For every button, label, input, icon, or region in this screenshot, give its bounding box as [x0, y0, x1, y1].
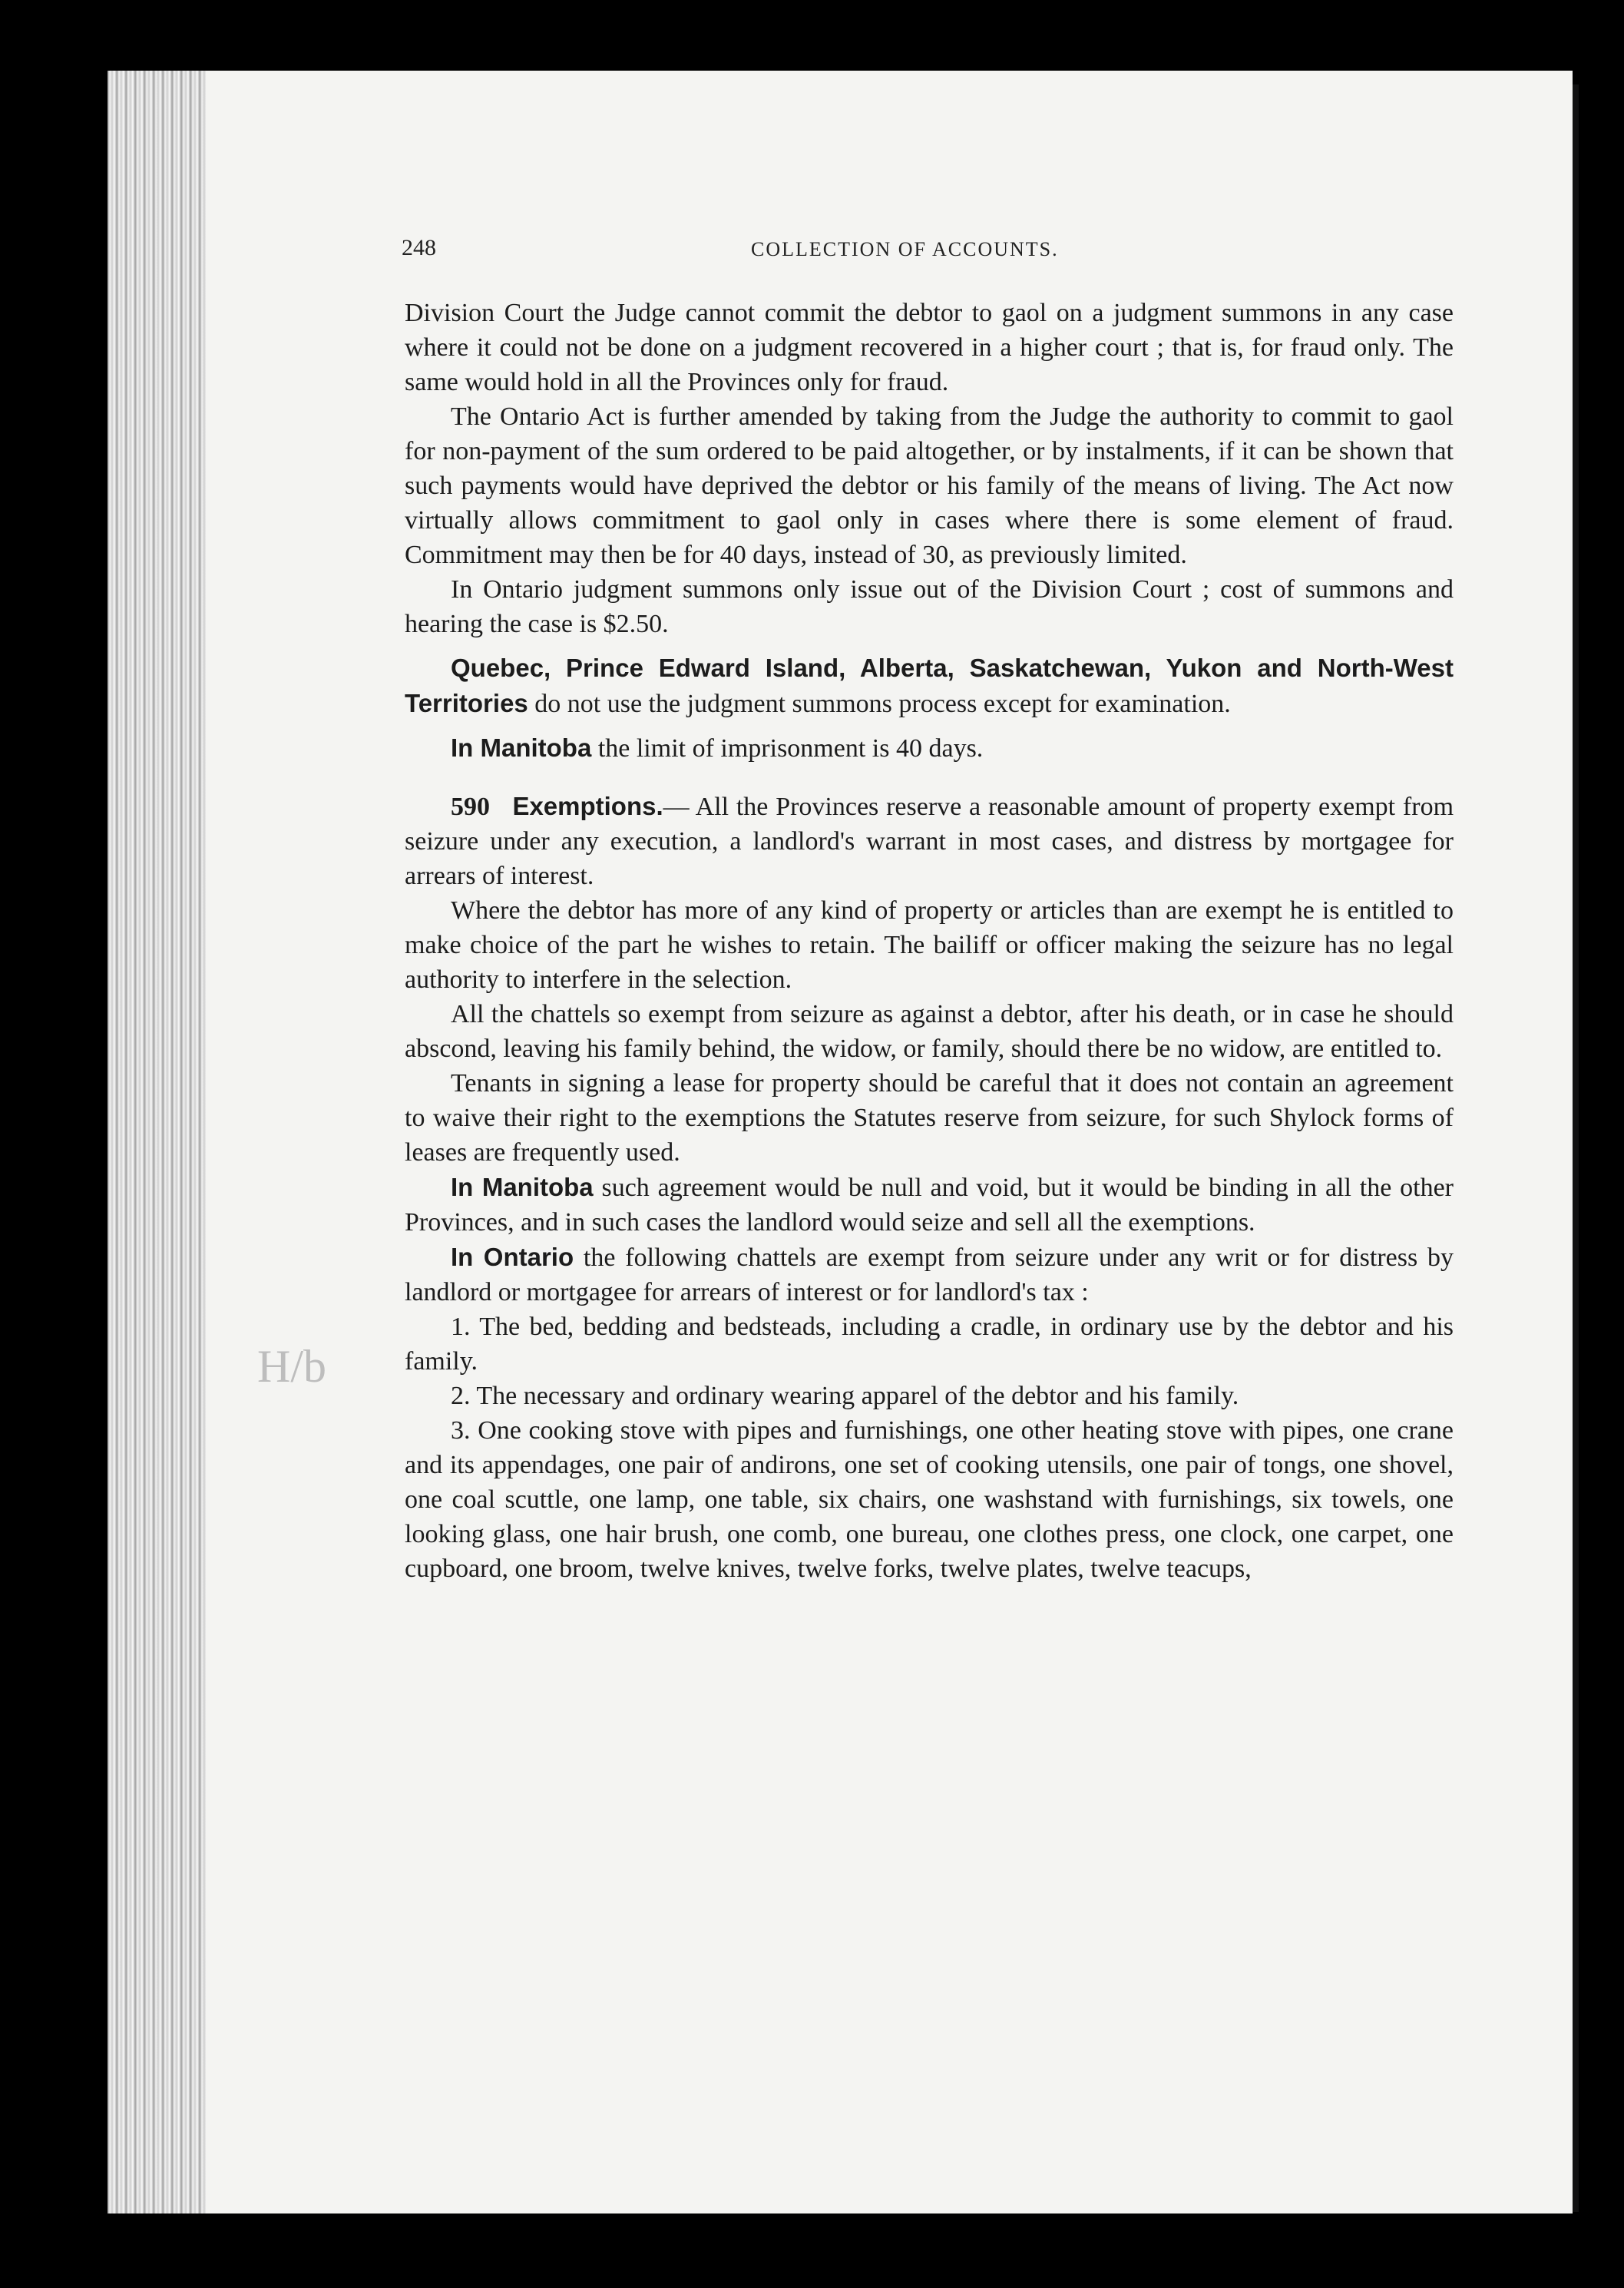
province-heading: In Manitoba: [451, 733, 592, 762]
paragraph: Where the debtor has more of any kind of property or articles than are exempt he is entitled to make choice of the part he wishes to retain. The bailiff or officer making the seizure has no legal authority to interfere in the selection.: [405, 896, 1454, 994]
section-heading: Exemptions.: [512, 792, 663, 820]
section-number: 590: [451, 793, 490, 821]
page-number: 248: [402, 235, 436, 260]
province-heading: Quebec, Prince Edward Island, Alberta, Saskatchewan, Yukon and North-West Territories: [405, 654, 1454, 717]
body-text: [405, 296, 1454, 1586]
margin-handwritten-note: H/b: [257, 1341, 326, 1392]
page-edge: [107, 71, 206, 2213]
paragraph-text: such agreement would be null and void, but it would be binding in all the other Provinces, and in such cases the landlord would seize and sell all the exemptions.: [405, 1174, 1454, 1237]
paragraph-text: the limit of imprisonment is 40 days.: [591, 734, 984, 763]
province-heading: In Manitoba: [451, 1173, 594, 1201]
paragraph: The Ontario Act is further amended by taking from the Judge the authority to commit to gaol for non-payment of the sum ordered to be paid altogether, or by instalments, if it can be shown that such payments would have deprived the debtor or his family of the means of living. The Act now virtually allows commitment to gaol only in cases where there is some element of fraud. Commitment may then be for 40 days, instead of 30, as previously limited.: [405, 402, 1454, 569]
paragraph-text: the following chattels are exempt from seizure under any writ or for distress by landlord or mortgagee for arrears of interest or for landlord's tax :: [405, 1243, 1454, 1306]
paragraph: [405, 1170, 1454, 1240]
province-heading: In Ontario: [451, 1243, 574, 1271]
list-item: 3. One cooking stove with pipes and furnishings, one other heating stove with pipes, one crane and its appendages, one pair of andirons, one set of cooking utensils, one pair of tongs, one shovel, one coal scuttle, one lamp, one table, six chairs, one washstand with furnishings, six towels, one looking glass, one hair brush, one comb, one bureau, one clothes press, one clock, one carpet, one cupboard, one broom, twelve knives, twelve forks, twelve plates, twelve teacups,: [405, 1416, 1454, 1583]
scan-border: [1573, 84, 1579, 2212]
paragraph: [405, 730, 1454, 766]
list-item: 1. The bed, bedding and bedsteads, including a cradle, in ordinary use by the debtor and his family.: [405, 1313, 1454, 1376]
paragraph-text: do not use the judgment summons process except for examination.: [528, 690, 1231, 718]
paragraph: Division Court the Judge cannot commit the debtor to gaol on a judgment summons in any case where it could not be done on a judgment recovered in a higher court ; that is, for fraud only. The same would hold in all the Provinces only for fraud.: [405, 299, 1454, 396]
list-item: 2. The necessary and ordinary wearing apparel of the debtor and his family.: [451, 1382, 1239, 1410]
paragraph: [405, 1240, 1454, 1310]
paragraph-text: — All the Provinces reserve a reasonable amount of property exempt from seizure under any execution, a landlord's warrant in most cases, and distress by mortgagee for arrears of interest.: [405, 793, 1454, 890]
running-head: COLLECTION OF ACCOUNTS.: [751, 238, 1059, 260]
paragraph: [405, 651, 1454, 721]
section-paragraph: [405, 789, 1454, 893]
paragraph: In Ontario judgment summons only issue out of the Division Court ; cost of summons and hearing the case is $2.50.: [405, 575, 1454, 638]
paragraph: Tenants in signing a lease for property should be careful that it does not contain an agreement to waive their right to the exemptions the Statutes reserve from seizure, for such Shylock forms of leases are frequently used.: [405, 1069, 1454, 1167]
paragraph: All the chattels so exempt from seizure as against a debtor, after his death, or in case he should abscond, leaving his family behind, the widow, or family, should there be no widow, are entitled to.: [405, 1000, 1454, 1063]
